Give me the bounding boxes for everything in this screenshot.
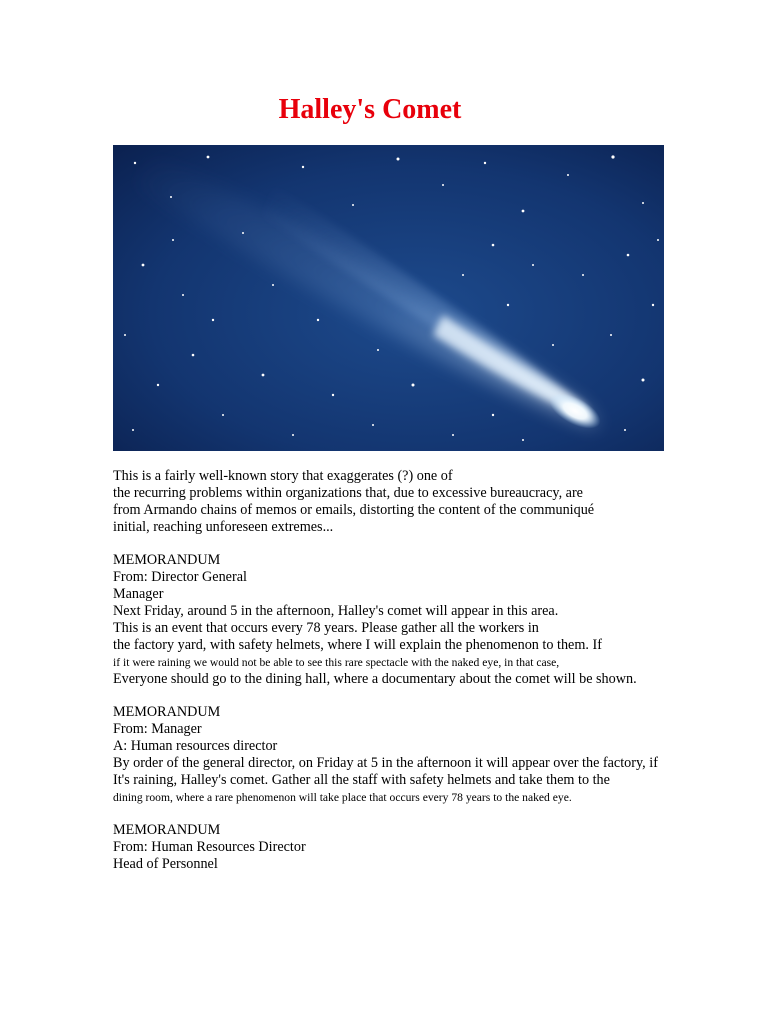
memo-heading: MEMORANDUM (113, 704, 221, 720)
memo-line: the factory yard, with safety helmets, where I will explain the phenomenon to them. If (113, 637, 602, 653)
memo-from: From: Human Resources Director (113, 839, 306, 855)
memo-to: Manager (113, 586, 164, 602)
memo-heading: MEMORANDUM (113, 552, 221, 568)
memo-line: if it were raining we would not be able to see this rare spectacle with the naked eye, in that case, (113, 656, 560, 669)
memo-line: Everyone should go to the dining hall, where a documentary about the comet will be shown. (113, 671, 637, 687)
memo-to: Head of Personnel (113, 856, 218, 872)
comet-image (113, 145, 664, 451)
memo-line: It's raining, Halley's comet. Gather all the staff with safety helmets and take them to the (113, 772, 610, 788)
intro-line: This is a fairly well-known story that exaggerates (?) one of (113, 468, 453, 484)
comet-photo (113, 145, 664, 451)
page-title: Halley's Comet (278, 94, 462, 125)
intro-line: the recurring problems within organizations that, due to excessive bureaucracy, are (113, 485, 583, 501)
memo-line: This is an event that occurs every 78 years. Please gather all the workers in (113, 620, 539, 636)
memorandum-3 (113, 822, 673, 873)
memo-line: By order of the general director, on Friday at 5 in the afternoon it will appear over the factory, if (113, 755, 658, 771)
memo-heading: MEMORANDUM (113, 822, 221, 838)
intro-paragraph (113, 468, 673, 536)
memo-line: Next Friday, around 5 in the afternoon, Halley's comet will appear in this area. (113, 603, 559, 619)
intro-line: from Armando chains of memos or emails, distorting the content of the communiqué (113, 502, 595, 518)
memorandum-1 (113, 552, 673, 688)
memorandum-2 (113, 704, 673, 806)
memo-line: dining room, where a rare phenomenon will take place that occurs every 78 years to the naked eye. (113, 791, 572, 804)
memo-to: A: Human resources director (113, 738, 278, 754)
intro-line: initial, reaching unforeseen extremes... (113, 519, 334, 535)
memo-from: From: Manager (113, 721, 202, 737)
memo-from: From: Director General (113, 569, 247, 585)
